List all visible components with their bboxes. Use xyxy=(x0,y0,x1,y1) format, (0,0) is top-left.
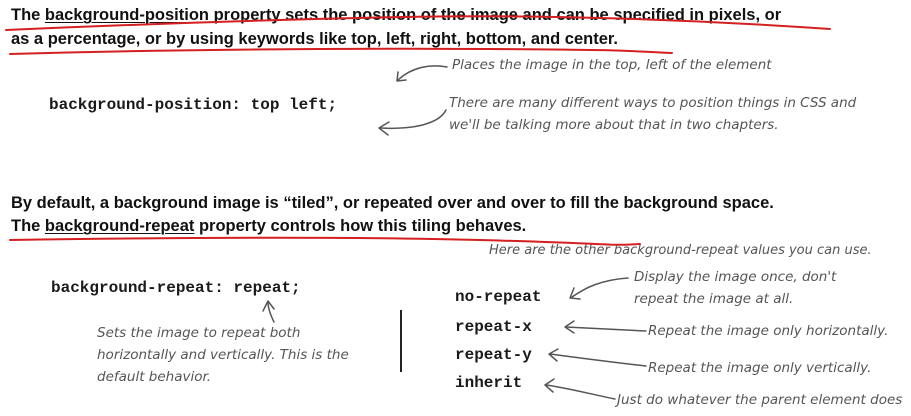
no-repeat-note-line1: Display the image once, don't xyxy=(634,269,837,285)
line1-suffix: property sets the position of the image and can be specified in pixels, or xyxy=(209,6,782,24)
line2-prefix: The xyxy=(11,217,45,235)
section1-line2: as a percentage, or by using keywords like top, left, right, bottom, and center. xyxy=(11,30,618,48)
repeat-y-note: Repeat the image only vertically. xyxy=(648,360,872,376)
repeat-note-line1: Sets the image to repeat both xyxy=(97,325,301,341)
background-repeat-code: background-repeat: repeat; xyxy=(51,279,301,297)
red-underline-line2 xyxy=(10,49,672,54)
repeat-note-line2: horizontally and vertically. This is the xyxy=(97,347,349,363)
position-note: Places the image in the top, left of the element xyxy=(452,57,772,73)
inherit-note: Just do whatever the parent element does xyxy=(617,392,903,408)
background-position-term: background-position xyxy=(44,6,209,24)
value-inherit: inherit xyxy=(455,374,523,392)
arrow-to-inherit xyxy=(546,385,615,399)
value-repeat-x: repeat-x xyxy=(455,318,532,336)
arrow-to-top xyxy=(398,66,447,80)
arrow-to-repeat-y xyxy=(550,354,646,366)
arrow-to-no-repeat xyxy=(572,278,628,297)
value-no-repeat: no-repeat xyxy=(455,288,542,306)
css-positioning-note-line1: There are many different ways to position things in CSS and xyxy=(449,95,857,111)
section2-line1: By default, a background image is “tiled”, or repeated over and over to fill the background space. xyxy=(11,194,774,212)
repeat-note-line3: default behavior. xyxy=(97,369,212,385)
red-underline-line3 xyxy=(10,238,640,245)
repeat-x-note: Repeat the image only horizontally. xyxy=(648,323,889,339)
arrow-to-left xyxy=(380,110,446,128)
background-repeat-term: background-repeat xyxy=(44,217,195,235)
arrow-to-repeat-x xyxy=(566,327,646,331)
no-repeat-note-line2: repeat the image at all. xyxy=(634,291,794,307)
line1-prefix: The xyxy=(11,6,45,24)
background-position-code: background-position: top left; xyxy=(49,96,338,114)
red-underline-line1 xyxy=(6,16,830,30)
value-repeat-y: repeat-y xyxy=(455,346,532,364)
repeat-values-header-note: Here are the other background-repeat values you can use. xyxy=(489,243,872,258)
css-positioning-note-line2: we'll be talking more about that in two chapters. xyxy=(449,117,779,133)
line2-suffix: property controls how this tiling behaves. xyxy=(194,217,527,235)
